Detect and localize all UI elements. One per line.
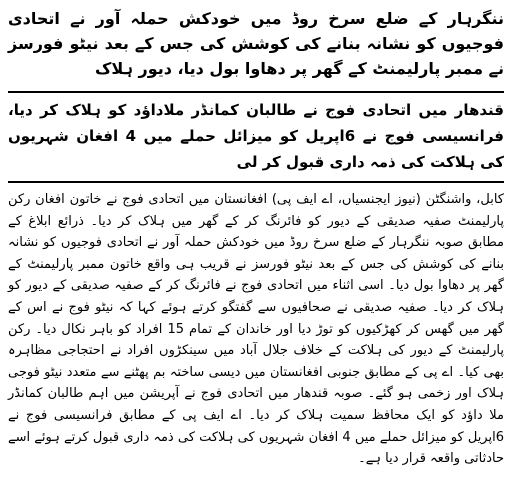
subheadline-box [8,91,504,183]
article-body-paragraph: کابل، واشنگٹن (نیوز ایجنسیاں، اے ایف پی) افغانستان میں اتحادی فوج نے خاتون افغان رکن پارلیمنٹ صفیہ صدیقی کے دیور کو فائرنگ کر کے گھر میں ہلاک کر دیا۔ ذرائع ابلاغ کے مطابق صوبہ ننگرہار کے ضلع سرخ روڈ میں خودکش حملہ آور نے اتحادی فوجیوں کو نشانہ بنانے کی کوشش کی جس کے بعد نیٹو فورسز نے قریب ہی واقع خاتون ممبر پارلیمنٹ کے گھر پر دھاوا بول دیا۔ اسی اثناء میں اتحادی فوج نے فائرنگ کر کے صفیہ صدیقی کے دیور کو ہلاک کر دیا۔ صفیہ صدیقی نے صحافیوں سے گفتگو کرتے ہوئے کہا کہ نیٹو فوج نے اس کے گھر میں گھس کر کھڑکیوں کو توڑ دیا اور خاندان کے تمام 15 افراد کو باہر نکال دیا۔ رکن پارلیمنٹ کے دیور کی ہلاکت کے خلاف جلال آباد میں سینکڑوں افراد نے احتجاجی مظاہرہ بھی کیا۔ اے پی کے مطابق جنوبی افغانستان میں دیسی ساختہ بم پھٹنے سے متعدد نیٹو فوجی ہلاک اور زخمی ہو گئے۔ صوبہ قندھار میں اتحادی فوج نے آپریشن میں اہم طالبان کمانڈر ملا داؤد کو ایک محافظ سمیت ہلاک کر دیا۔ اے ایف پی کے مطابق فرانسیسی فوج نے 6اپریل کو میزائل حملے میں 4 افغان شہریوں کی ہلاکت کی ذمہ داری قبول کرتے ہوئے اسے حادثاتی واقعہ قرار دیا ہے۔ [8,192,504,467]
article-headline: ننگرہار کے ضلع سرخ روڈ میں خودکش حملہ آور نے اتحادی فوجیوں کو نشانہ بنانے کی کوشش کی جس کے بعد نیٹو فورسز نے ممبر پارلیمنٹ کے گھر پر دھاوا بول دیا، دیور ہلاک [8,9,504,78]
article-subheadline: قندھار میں اتحادی فوج نے طالبان کمانڈر ملاداؤد کو ہلاک کر دیا، فرانسیسی فوج نے 6اپریل کو میزائل حملے میں 4 افغان شہریوں کی ہلاکت کی ذمہ داری قبول کر لی [8,101,504,171]
article-body [8,189,504,470]
